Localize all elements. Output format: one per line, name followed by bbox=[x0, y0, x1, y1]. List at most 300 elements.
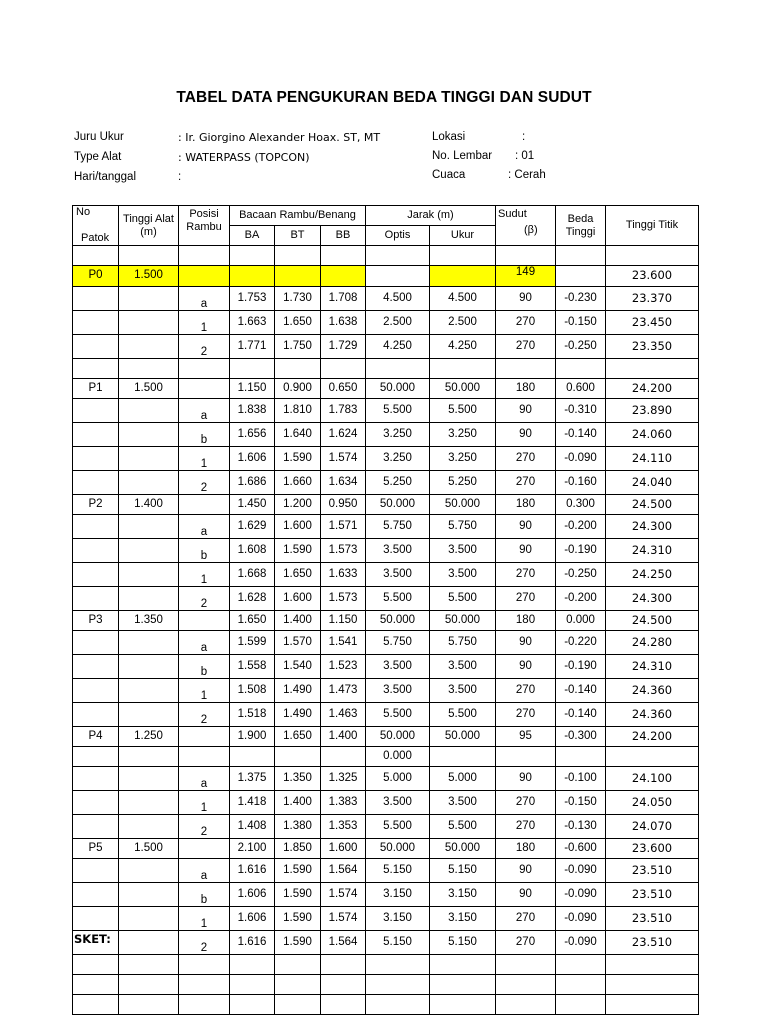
type-alat-value: : WATERPASS (TOPCON) bbox=[178, 151, 310, 164]
table-row bbox=[73, 611, 699, 631]
header-sudut-label: Sudut bbox=[498, 208, 527, 220]
cell-optis: 5.500 bbox=[366, 399, 430, 423]
cell-posisi bbox=[179, 611, 230, 631]
cell-optis: 3.250 bbox=[366, 423, 430, 447]
cell-optis: 5.000 bbox=[366, 767, 430, 791]
cell-optis: 50.000 bbox=[366, 727, 430, 747]
cell-sudut: 270 bbox=[496, 931, 556, 955]
table-row bbox=[73, 587, 699, 611]
cell-patok bbox=[73, 311, 119, 335]
cell-patok bbox=[73, 767, 119, 791]
cell-optis: 5.500 bbox=[366, 587, 430, 611]
cell-beda bbox=[556, 995, 606, 1015]
cell-optis bbox=[366, 955, 430, 975]
header-tinggi-alat bbox=[119, 206, 179, 246]
header-tinggi: Tinggi bbox=[565, 225, 596, 238]
cell-sudut: 90 bbox=[496, 287, 556, 311]
cell-patok: P3 bbox=[73, 611, 119, 631]
cell-patok bbox=[73, 815, 119, 839]
cell-bt: 1.200 bbox=[275, 495, 321, 515]
cell-bt bbox=[275, 747, 321, 767]
cell-bt: 1.600 bbox=[275, 587, 321, 611]
cell-patok bbox=[73, 359, 119, 379]
cell-titik: 24.300 bbox=[606, 587, 699, 611]
cell-beda: -0.140 bbox=[556, 703, 606, 727]
cell-optis: 3.150 bbox=[366, 907, 430, 931]
cell-ba: 1.629 bbox=[230, 515, 275, 539]
cell-ukur: 5.750 bbox=[430, 631, 496, 655]
cell-optis: 50.000 bbox=[366, 379, 430, 399]
cell-ba: 1.150 bbox=[230, 379, 275, 399]
cell-patok bbox=[73, 955, 119, 975]
cell-posisi: a bbox=[179, 767, 230, 791]
cell-ukur: 4.250 bbox=[430, 335, 496, 359]
cell-alat bbox=[119, 931, 179, 955]
cell-optis bbox=[366, 246, 430, 266]
table-row bbox=[73, 931, 699, 955]
cell-titik: 24.500 bbox=[606, 611, 699, 631]
cell-ukur bbox=[430, 359, 496, 379]
cell-optis: 5.250 bbox=[366, 471, 430, 495]
cell-ba: 1.606 bbox=[230, 907, 275, 931]
cell-bt: 1.590 bbox=[275, 883, 321, 907]
cell-ba: 1.656 bbox=[230, 423, 275, 447]
cell-posisi: a bbox=[179, 287, 230, 311]
cell-ba: 1.599 bbox=[230, 631, 275, 655]
cell-titik: 24.310 bbox=[606, 539, 699, 563]
cuaca-label: Cuaca bbox=[432, 169, 466, 181]
cell-bb: 1.400 bbox=[321, 727, 366, 747]
cell-patok: P0 bbox=[73, 266, 119, 287]
cell-bb: 1.783 bbox=[321, 399, 366, 423]
cell-posisi: 1 bbox=[179, 447, 230, 471]
cell-alat bbox=[119, 767, 179, 791]
cell-beda bbox=[556, 359, 606, 379]
header-beta: (β) bbox=[524, 224, 538, 236]
cell-ukur: 3.500 bbox=[430, 791, 496, 815]
cell-alat: 1.500 bbox=[119, 266, 179, 287]
header-patok: Patok bbox=[81, 232, 110, 244]
cell-sudut bbox=[496, 747, 556, 767]
cell-ukur: 50.000 bbox=[430, 727, 496, 747]
table-row bbox=[73, 515, 699, 539]
cell-bt bbox=[275, 975, 321, 995]
cell-alat bbox=[119, 447, 179, 471]
header-no: No bbox=[76, 206, 91, 218]
cell-ukur: 5.500 bbox=[430, 815, 496, 839]
table-row bbox=[73, 703, 699, 727]
cell-titik: 24.300 bbox=[606, 515, 699, 539]
cell-patok bbox=[73, 563, 119, 587]
cell-beda: -0.140 bbox=[556, 679, 606, 703]
cell-ukur: 5.150 bbox=[430, 859, 496, 883]
cell-patok bbox=[73, 907, 119, 931]
table-row bbox=[73, 883, 699, 907]
cell-sudut: 149 bbox=[496, 266, 556, 287]
cell-ba: 1.668 bbox=[230, 563, 275, 587]
cell-sudut: 180 bbox=[496, 379, 556, 399]
cell-ukur: 5.500 bbox=[430, 703, 496, 727]
cell-sudut: 90 bbox=[496, 883, 556, 907]
cell-beda: -0.150 bbox=[556, 311, 606, 335]
cell-bt: 1.650 bbox=[275, 563, 321, 587]
cell-beda: -0.190 bbox=[556, 539, 606, 563]
cell-bt: 1.650 bbox=[275, 311, 321, 335]
cell-posisi: a bbox=[179, 399, 230, 423]
cell-beda: -0.100 bbox=[556, 767, 606, 791]
cell-alat bbox=[119, 539, 179, 563]
table-row bbox=[73, 631, 699, 655]
cell-beda: -0.090 bbox=[556, 907, 606, 931]
cell-titik: 24.070 bbox=[606, 815, 699, 839]
cell-alat bbox=[119, 471, 179, 495]
cell-bt: 1.380 bbox=[275, 815, 321, 839]
cell-beda: 0.300 bbox=[556, 495, 606, 515]
cell-bt: 0.900 bbox=[275, 379, 321, 399]
cell-ukur: 5.000 bbox=[430, 767, 496, 791]
cell-titik: 24.100 bbox=[606, 767, 699, 791]
table-row bbox=[73, 655, 699, 679]
cell-beda: -0.090 bbox=[556, 931, 606, 955]
cell-sudut bbox=[496, 955, 556, 975]
cell-titik: 23.600 bbox=[606, 839, 699, 859]
cell-beda: -0.130 bbox=[556, 815, 606, 839]
cell-bb: 1.564 bbox=[321, 859, 366, 883]
cell-ba: 1.508 bbox=[230, 679, 275, 703]
header-tinggi-titik: Tinggi Titik bbox=[606, 206, 699, 246]
cell-bb: 1.523 bbox=[321, 655, 366, 679]
cell-titik: 24.360 bbox=[606, 703, 699, 727]
cell-ukur: 5.750 bbox=[430, 515, 496, 539]
cell-bt: 1.660 bbox=[275, 471, 321, 495]
cell-ba bbox=[230, 975, 275, 995]
cell-alat: 1.350 bbox=[119, 611, 179, 631]
cell-bt bbox=[275, 246, 321, 266]
cell-alat bbox=[119, 515, 179, 539]
cell-ba: 1.518 bbox=[230, 703, 275, 727]
cell-patok bbox=[73, 747, 119, 767]
cell-ukur: 50.000 bbox=[430, 379, 496, 399]
cell-bb: 1.150 bbox=[321, 611, 366, 631]
table-row bbox=[73, 975, 699, 995]
cell-alat bbox=[119, 631, 179, 655]
cell-sudut: 270 bbox=[496, 703, 556, 727]
cell-bb: 1.638 bbox=[321, 311, 366, 335]
cell-bb bbox=[321, 246, 366, 266]
cell-posisi bbox=[179, 747, 230, 767]
cell-optis: 5.150 bbox=[366, 859, 430, 883]
cell-alat bbox=[119, 587, 179, 611]
cell-sudut: 95 bbox=[496, 727, 556, 747]
cell-titik: 23.510 bbox=[606, 859, 699, 883]
cell-sudut: 270 bbox=[496, 791, 556, 815]
cell-posisi: a bbox=[179, 515, 230, 539]
cell-optis bbox=[366, 266, 430, 287]
cell-patok bbox=[73, 655, 119, 679]
cell-patok bbox=[73, 975, 119, 995]
cell-titik bbox=[606, 747, 699, 767]
cell-bt bbox=[275, 995, 321, 1015]
cell-alat: 1.500 bbox=[119, 379, 179, 399]
cell-bb: 1.541 bbox=[321, 631, 366, 655]
cell-beda bbox=[556, 955, 606, 975]
header-optis: Optis bbox=[366, 226, 430, 246]
cell-alat bbox=[119, 335, 179, 359]
cell-sudut: 270 bbox=[496, 587, 556, 611]
cell-patok bbox=[73, 447, 119, 471]
cell-ba: 1.771 bbox=[230, 335, 275, 359]
cell-bb bbox=[321, 747, 366, 767]
cell-sudut: 90 bbox=[496, 767, 556, 791]
cell-ba: 1.608 bbox=[230, 539, 275, 563]
cell-posisi bbox=[179, 839, 230, 859]
cell-sudut: 270 bbox=[496, 311, 556, 335]
cell-ukur bbox=[430, 975, 496, 995]
cell-beda bbox=[556, 246, 606, 266]
cell-beda: -0.150 bbox=[556, 791, 606, 815]
cell-posisi: b bbox=[179, 883, 230, 907]
header-tinggi-alat-unit: (m) bbox=[140, 225, 157, 238]
cell-ukur: 3.150 bbox=[430, 883, 496, 907]
cell-alat: 1.250 bbox=[119, 727, 179, 747]
cell-titik bbox=[606, 995, 699, 1015]
cell-optis: 3.150 bbox=[366, 883, 430, 907]
cell-beda: -0.250 bbox=[556, 563, 606, 587]
cell-optis: 3.500 bbox=[366, 563, 430, 587]
cell-beda: -0.230 bbox=[556, 287, 606, 311]
lokasi-value: : bbox=[522, 131, 526, 143]
cell-beda: -0.200 bbox=[556, 515, 606, 539]
cell-titik: 24.200 bbox=[606, 379, 699, 399]
cell-titik: 24.500 bbox=[606, 495, 699, 515]
cell-ukur: 50.000 bbox=[430, 611, 496, 631]
table-row bbox=[73, 747, 699, 767]
cell-ba: 1.686 bbox=[230, 471, 275, 495]
cell-titik bbox=[606, 955, 699, 975]
cell-posisi bbox=[179, 995, 230, 1015]
cell-ukur: 4.500 bbox=[430, 287, 496, 311]
cell-posisi: 1 bbox=[179, 563, 230, 587]
cell-ba: 1.558 bbox=[230, 655, 275, 679]
cell-bt: 1.730 bbox=[275, 287, 321, 311]
cell-beda: -0.220 bbox=[556, 631, 606, 655]
cell-bt bbox=[275, 359, 321, 379]
cell-beda: 0.000 bbox=[556, 611, 606, 631]
cell-beda: 0.600 bbox=[556, 379, 606, 399]
hari-value: : bbox=[178, 171, 182, 183]
cell-sudut bbox=[496, 246, 556, 266]
header-bacaan: Bacaan Rambu/Benang bbox=[230, 206, 366, 226]
cell-alat bbox=[119, 859, 179, 883]
header-beda: Beda bbox=[567, 212, 594, 225]
cell-alat bbox=[119, 563, 179, 587]
table-body bbox=[73, 246, 699, 1015]
cell-bb: 1.633 bbox=[321, 563, 366, 587]
cell-bt: 1.570 bbox=[275, 631, 321, 655]
cell-ba: 1.418 bbox=[230, 791, 275, 815]
cell-alat bbox=[119, 423, 179, 447]
cell-sudut bbox=[496, 359, 556, 379]
table-row bbox=[73, 563, 699, 587]
table-row bbox=[73, 859, 699, 883]
cell-titik: 23.510 bbox=[606, 931, 699, 955]
header-no-patok bbox=[73, 206, 119, 246]
cell-alat bbox=[119, 399, 179, 423]
cell-sudut: 90 bbox=[496, 859, 556, 883]
header-tinggi-alat-label: Tinggi Alat bbox=[123, 212, 174, 225]
cell-posisi: 2 bbox=[179, 335, 230, 359]
table-row bbox=[73, 679, 699, 703]
cell-beda: -0.310 bbox=[556, 399, 606, 423]
cell-optis: 4.250 bbox=[366, 335, 430, 359]
cell-posisi bbox=[179, 359, 230, 379]
cell-bt: 1.750 bbox=[275, 335, 321, 359]
lokasi-label: Lokasi bbox=[432, 131, 466, 143]
cell-ukur: 3.500 bbox=[430, 679, 496, 703]
cell-patok bbox=[73, 631, 119, 655]
cell-alat bbox=[119, 287, 179, 311]
cell-titik: 24.040 bbox=[606, 471, 699, 495]
table-row bbox=[73, 471, 699, 495]
cell-bt: 1.400 bbox=[275, 791, 321, 815]
cell-beda: -0.300 bbox=[556, 727, 606, 747]
header-ba: BA bbox=[230, 226, 275, 246]
cell-posisi: b bbox=[179, 655, 230, 679]
table-row bbox=[73, 335, 699, 359]
cell-patok bbox=[73, 679, 119, 703]
juru-ukur-label: Juru Ukur bbox=[74, 131, 124, 143]
cell-bt: 1.600 bbox=[275, 515, 321, 539]
cell-alat: 1.400 bbox=[119, 495, 179, 515]
cell-posisi: 2 bbox=[179, 931, 230, 955]
lembar-value: : 01 bbox=[515, 150, 535, 162]
cell-alat bbox=[119, 703, 179, 727]
cell-bt: 1.640 bbox=[275, 423, 321, 447]
header-posisi: Posisi bbox=[189, 208, 219, 220]
cell-alat: 1.500 bbox=[119, 839, 179, 859]
cell-bb: 0.650 bbox=[321, 379, 366, 399]
table-row bbox=[73, 815, 699, 839]
cell-bt: 1.590 bbox=[275, 859, 321, 883]
table-row bbox=[73, 539, 699, 563]
cell-optis bbox=[366, 975, 430, 995]
cell-sudut: 90 bbox=[496, 399, 556, 423]
cell-ukur bbox=[430, 995, 496, 1015]
cell-ukur: 3.150 bbox=[430, 907, 496, 931]
cell-ba: 1.408 bbox=[230, 815, 275, 839]
cell-posisi bbox=[179, 266, 230, 287]
cell-patok bbox=[73, 995, 119, 1015]
cell-patok: P2 bbox=[73, 495, 119, 515]
cell-ba: 1.628 bbox=[230, 587, 275, 611]
cell-posisi: 1 bbox=[179, 907, 230, 931]
cell-beda: -0.250 bbox=[556, 335, 606, 359]
type-alat-label: Type Alat bbox=[74, 151, 122, 163]
cell-bt: 1.590 bbox=[275, 931, 321, 955]
cell-posisi: 1 bbox=[179, 791, 230, 815]
cell-bt: 1.490 bbox=[275, 679, 321, 703]
cell-beda bbox=[556, 266, 606, 287]
cell-bb: 1.729 bbox=[321, 335, 366, 359]
cell-patok: P1 bbox=[73, 379, 119, 399]
table-row bbox=[73, 907, 699, 931]
cell-posisi: 2 bbox=[179, 703, 230, 727]
cell-bt: 1.650 bbox=[275, 727, 321, 747]
cell-bb: 1.571 bbox=[321, 515, 366, 539]
cell-beda: -0.200 bbox=[556, 587, 606, 611]
cell-bb: 1.473 bbox=[321, 679, 366, 703]
cell-ba bbox=[230, 359, 275, 379]
cell-sudut: 90 bbox=[496, 515, 556, 539]
cell-alat bbox=[119, 311, 179, 335]
cell-sudut: 90 bbox=[496, 655, 556, 679]
cell-sudut: 270 bbox=[496, 447, 556, 471]
cell-sudut: 180 bbox=[496, 611, 556, 631]
cell-bt: 1.590 bbox=[275, 447, 321, 471]
cell-optis: 5.750 bbox=[366, 515, 430, 539]
cell-bb bbox=[321, 955, 366, 975]
cell-bt bbox=[275, 266, 321, 287]
table-row bbox=[73, 311, 699, 335]
cell-ba: 2.100 bbox=[230, 839, 275, 859]
cell-bt bbox=[275, 955, 321, 975]
cell-alat bbox=[119, 679, 179, 703]
header-beda-tinggi bbox=[556, 206, 606, 246]
cell-optis: 3.500 bbox=[366, 655, 430, 679]
cell-beda: -0.090 bbox=[556, 447, 606, 471]
cell-alat bbox=[119, 883, 179, 907]
cell-patok bbox=[73, 859, 119, 883]
cell-ba bbox=[230, 995, 275, 1015]
cell-bb: 1.624 bbox=[321, 423, 366, 447]
cell-ukur: 2.500 bbox=[430, 311, 496, 335]
cell-optis: 3.250 bbox=[366, 447, 430, 471]
cell-bb: 1.574 bbox=[321, 907, 366, 931]
cell-alat bbox=[119, 747, 179, 767]
cell-posisi: a bbox=[179, 631, 230, 655]
cell-titik: 23.450 bbox=[606, 311, 699, 335]
cell-titik bbox=[606, 975, 699, 995]
cell-ukur: 3.500 bbox=[430, 539, 496, 563]
cell-optis bbox=[366, 359, 430, 379]
cell-titik: 23.510 bbox=[606, 907, 699, 931]
cell-patok bbox=[73, 335, 119, 359]
cell-ba: 1.650 bbox=[230, 611, 275, 631]
cell-ukur: 50.000 bbox=[430, 495, 496, 515]
cell-bb: 1.383 bbox=[321, 791, 366, 815]
table-row bbox=[73, 727, 699, 747]
table-row bbox=[73, 246, 699, 266]
cell-posisi: 1 bbox=[179, 679, 230, 703]
cell-ba bbox=[230, 246, 275, 266]
header-rambu: Rambu bbox=[186, 221, 222, 233]
cell-posisi bbox=[179, 975, 230, 995]
cell-ukur: 5.150 bbox=[430, 931, 496, 955]
cell-alat bbox=[119, 907, 179, 931]
cell-bb: 1.463 bbox=[321, 703, 366, 727]
cell-ukur: 50.000 bbox=[430, 839, 496, 859]
cell-posisi bbox=[179, 495, 230, 515]
cell-sudut: 90 bbox=[496, 631, 556, 655]
cell-patok bbox=[73, 246, 119, 266]
cell-optis: 5.750 bbox=[366, 631, 430, 655]
table-row bbox=[73, 287, 699, 311]
cell-posisi: 2 bbox=[179, 587, 230, 611]
cell-alat bbox=[119, 815, 179, 839]
cell-bt: 1.590 bbox=[275, 907, 321, 931]
cell-bb: 1.574 bbox=[321, 447, 366, 471]
table-row bbox=[73, 447, 699, 471]
